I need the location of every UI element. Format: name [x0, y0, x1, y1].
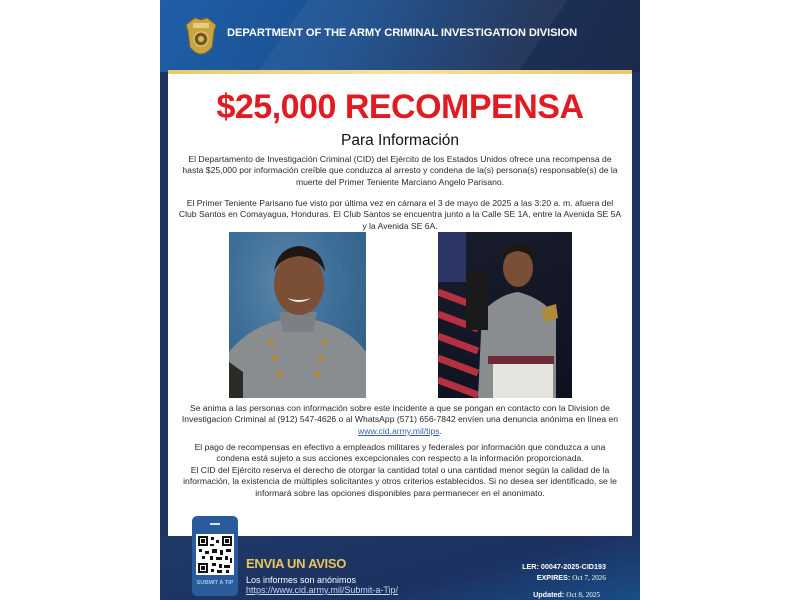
contact-text: Se anima a las personas con información sobre este incidente a que se pongan en contacto con la Division de Investigacion Criminal al (912) 547-4626 o al WhatsApp (571) 656-7842 envíen una denuncia anónima en línea en	[181, 403, 619, 425]
disclaimer-paragraph	[178, 442, 622, 499]
ler-label: LER:	[522, 562, 539, 571]
contact-period: .	[439, 425, 442, 436]
updated-info	[533, 590, 600, 599]
poster-body	[168, 74, 632, 536]
contact-paragraph	[178, 403, 622, 437]
poster-header	[160, 0, 640, 72]
reward-headline: $25,000 RECOMPENSA	[216, 88, 584, 126]
submit-tip-qr-card[interactable]	[192, 516, 238, 596]
reserve-text: El CID del Ejército reserva el derecho de otorgar la cantidad total o una cantidad menor según la calidad de la información, la existencia de múltiples solicitantes y otros criterios establecidos. Si no desea ser identificado, se le informará sobre las opciones disponibles para permanecer en el anonimato.	[183, 464, 617, 498]
last-seen-paragraph: El Primer Teniente Parisano fue visto por última vez en cámara el 3 de mayo de 2025 a las 3:20 a. m. afuera del Club Santos en Comayagua, Honduras. El Club Santos se encuentra junto a la Calle SE 1A, entre la Avenida SE 5A y la Avenida SE 6A.	[178, 198, 622, 231]
portrait-figure-icon	[229, 232, 366, 398]
cid-badge-icon	[185, 17, 217, 61]
tip-subtitle: Los informes son anónimos	[246, 575, 357, 585]
phone-notch	[210, 523, 220, 525]
expires-value: Oct 7, 2026	[572, 573, 606, 582]
ler-info	[522, 562, 606, 583]
ceremony-figure-icon	[438, 232, 572, 398]
qr-code-icon	[196, 534, 234, 575]
expires-line	[522, 573, 606, 584]
tip-title: ENVIA UN AVISO	[246, 556, 347, 571]
qr-label: SUBMIT A TIP	[196, 580, 234, 586]
payment-text: El pago de recompensas en efectivo a empleados militares y federales por información que conduzca a una condena está sujeto a sus acciones excepcionales con respecto a la información proporcionada.	[194, 442, 606, 464]
ler-value: 00047-2025-CID193	[540, 562, 606, 571]
portrait-photo	[229, 232, 366, 398]
ceremony-photo	[438, 232, 572, 398]
intro-paragraph: El Departamento de Investigación Criminal (CID) del Ejército de los Estados Unidos ofrece una recompensa de hasta $25,000 por información creíble que conduzca al arresto y condena de la(s) persona(s) responsable(s) de la muerte del Primer Teniente Marciano Angelo Parisano.	[182, 154, 618, 187]
reward-subtitle: Para Información	[340, 132, 460, 149]
submit-tip-link[interactable]: https://www.cid.army.mil/Submit-a-Tip/	[246, 585, 399, 595]
reward-poster	[160, 0, 640, 600]
updated-value: Oct 8, 2025	[566, 591, 600, 599]
updated-label: Updated:	[533, 590, 565, 599]
header-title: DEPARTMENT OF THE ARMY CRIMINAL INVESTIGATION DIVISION	[227, 27, 578, 39]
expires-label: EXPIRES:	[536, 572, 571, 582]
tips-link[interactable]: www.cid.army.mil/tips	[358, 425, 440, 436]
ler-line	[522, 562, 606, 573]
